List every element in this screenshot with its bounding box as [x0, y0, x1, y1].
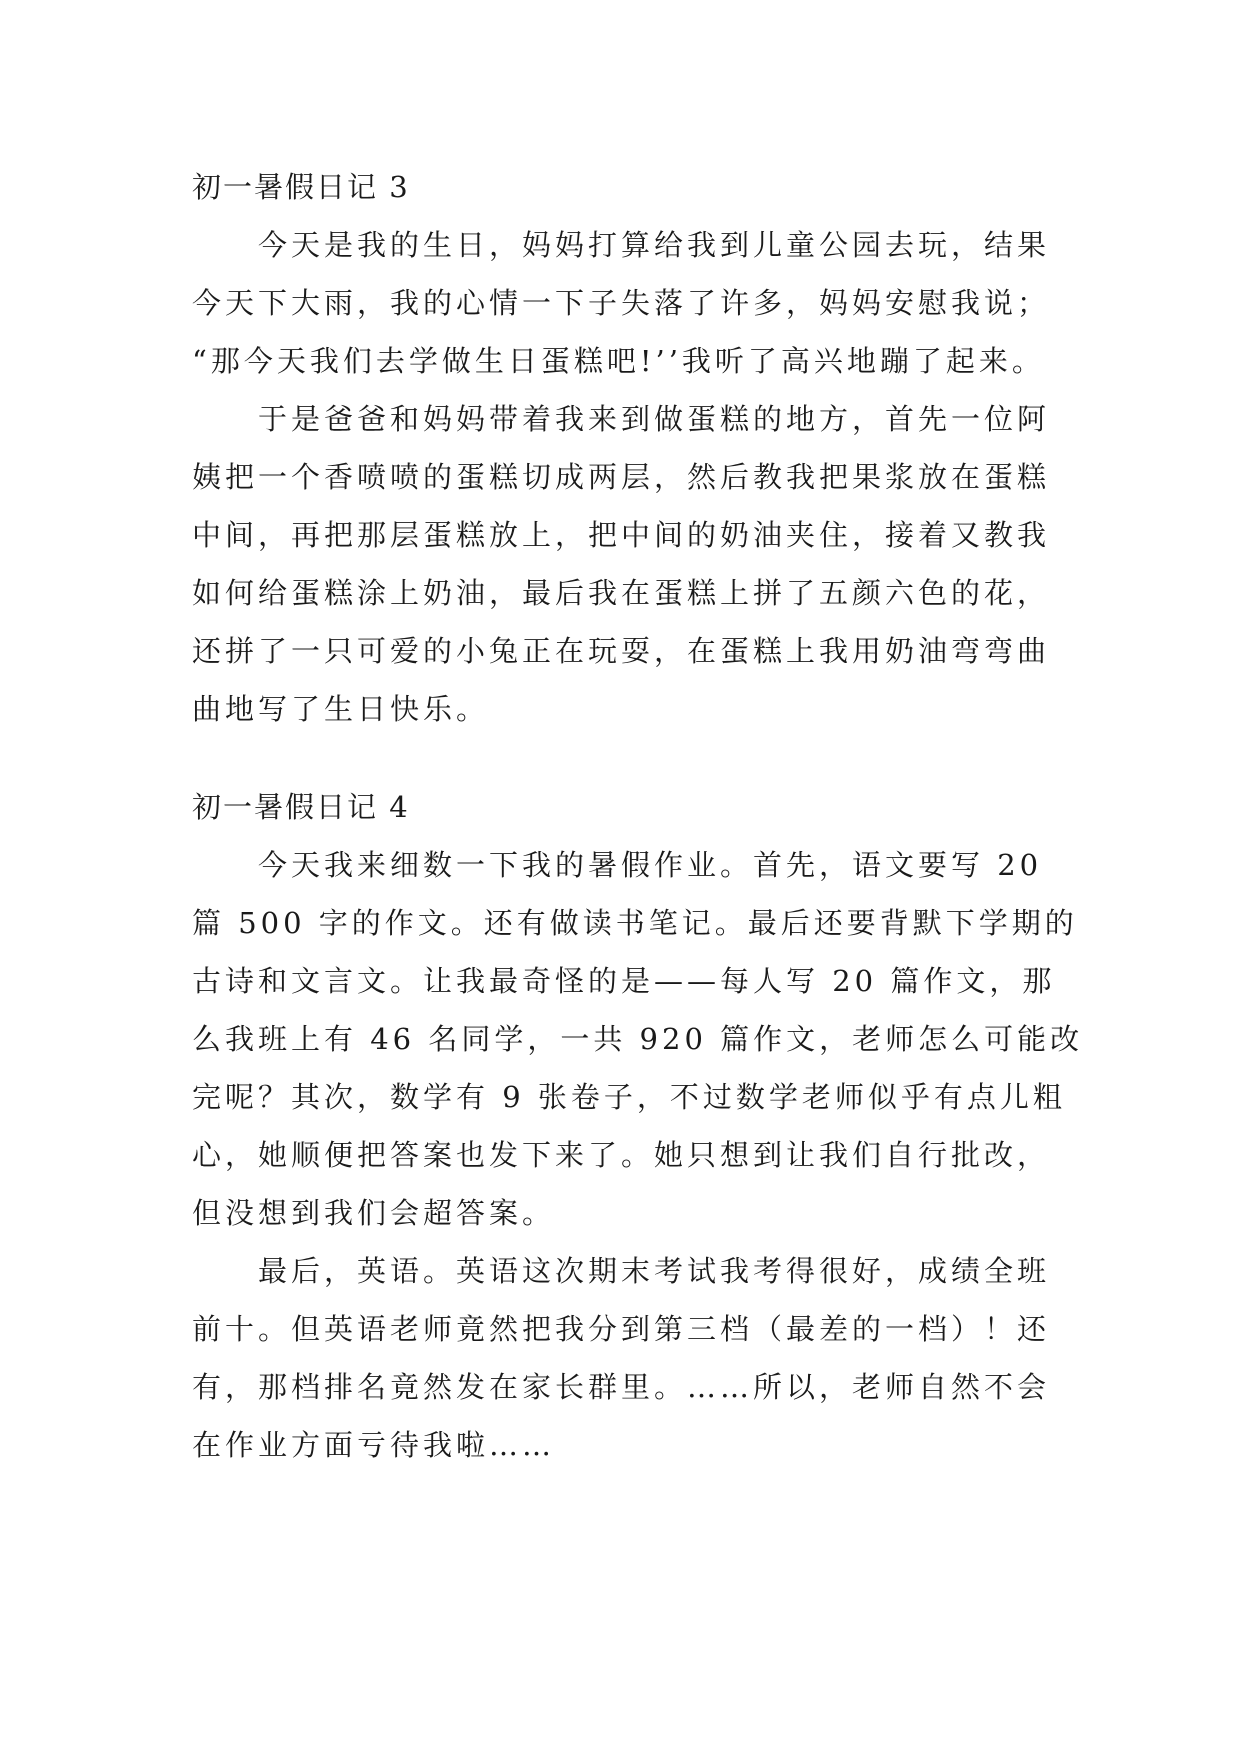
text-line: 中间，再把那层蛋糕放上，把中间的奶油夹住，接着又教我 — [192, 518, 1051, 552]
paragraph — [192, 390, 1052, 738]
text-line: 今天下大雨，我的心情一下子失落了许多，妈妈安慰我说； — [192, 286, 1051, 320]
text-line: 最后，英语。英语这次期末考试我考得很好，成绩全班 — [258, 1254, 1051, 1288]
text-line: 今天是我的生日，妈妈打算给我到儿童公园去玩，结果 — [258, 228, 1051, 262]
text-line: “那今天我们去学做生日蛋糕吧!’’我听了高兴地蹦了起来。 — [192, 344, 1045, 378]
text-line: 古诗和文言文。让我最奇怪的是——每人写 20 篇作文，那 — [192, 964, 1056, 998]
text-line: 但没想到我们会超答案。 — [192, 1196, 556, 1230]
text-line: 篇 500 字的作文。还有做读书笔记。最后还要背默下学期的 — [192, 906, 1078, 940]
entry-title: 初一暑假日记 3 — [192, 170, 410, 204]
entry-title: 初一暑假日记 4 — [192, 790, 410, 824]
text-line: 于是爸爸和妈妈带着我来到做蛋糕的地方，首先一位阿 — [258, 402, 1051, 436]
text-line: 还拼了一只可爱的小兔正在玩耍，在蛋糕上我用奶油弯弯曲 — [192, 634, 1051, 668]
text-line: 么我班上有 46 名同学，一共 920 篇作文，老师怎么可能改 — [192, 1022, 1084, 1056]
paragraph — [192, 836, 1084, 1242]
paragraph — [192, 1242, 1052, 1474]
text-line: 姨把一个香喷喷的蛋糕切成两层，然后教我把果浆放在蛋糕 — [192, 460, 1051, 494]
paragraph — [192, 216, 1052, 390]
text-line: 有，那档排名竟然发在家长群里。……所以，老师自然不会 — [192, 1370, 1051, 1404]
diary-entry-4 — [192, 778, 1084, 1474]
text-line: 前十。但英语老师竟然把我分到第三档（最差的一档）！还 — [192, 1312, 1051, 1346]
text-line: 心，她顺便把答案也发下来了。她只想到让我们自行批改， — [192, 1138, 1051, 1172]
text-line: 在作业方面亏待我啦…… — [192, 1428, 556, 1462]
text-line: 曲地写了生日快乐。 — [192, 692, 490, 726]
text-line: 今天我来细数一下我的暑假作业。首先，语文要写 20 — [258, 848, 1043, 882]
diary-entry-3 — [192, 158, 1052, 738]
text-line: 完呢？其次，数学有 9 张卷子，不过数学老师似乎有点儿粗 — [192, 1080, 1066, 1114]
text-line: 如何给蛋糕涂上奶油，最后我在蛋糕上拼了五颜六色的花， — [192, 576, 1051, 610]
